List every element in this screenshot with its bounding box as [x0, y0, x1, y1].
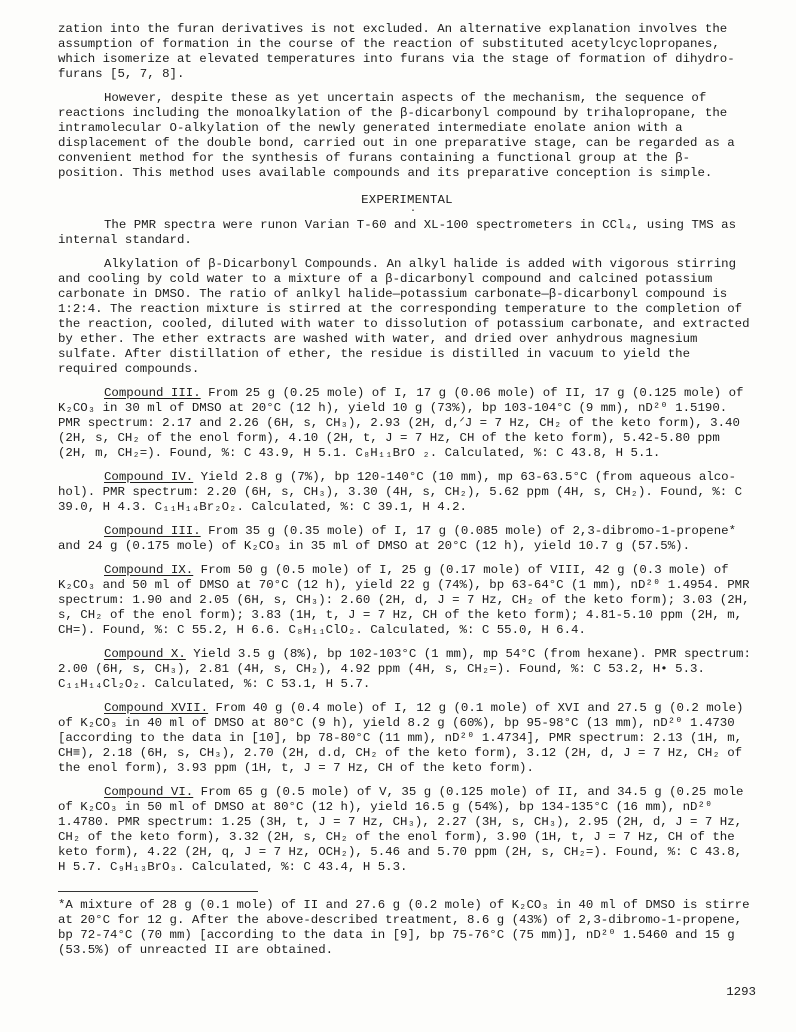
compound-text: From 35 g (0.35 mole) of I, 17 g (0.085 mole) of 2,3-dibromo-1-propene* and 24 g (0.175 mole) of K₂CO₃ in 35 ml of DMSO at 20°C (12 h), yield 10.7 g (57.5%). [58, 524, 737, 553]
compound-text: From 65 g (0.5 mole) of V, 35 g (0.125 mole) of II, and 34.5 g (0.25 mole of K₂CO₃ in 50 ml of DMSO at 80°C (12 h), yield 16.5 g (54%), bp 134-135°C (16 mm), nD²⁰ 1.4780. PMR spectrum: 1.25 (3H, t, J = 7 Hz, CH₃), 2.27 (3H, s, CH₃), 2.95 (2H, d, J = 7 Hz, CH₂ of the keto form), 3.32 (2H, s, CH₂ of the enol form), 3.90 (1H, t, J = 7 Hz, CH of the keto form), 4.22 (2H, q, J = 7 Hz, OCH₂), 5.46 and 5.70 ppm (2H, s, CH₂=). Found, %: C 43.8, H 5.7. C₉H₁₃BrO₃. Calculated, %: C 43.4, H 5.3. [58, 785, 744, 874]
pmr-note-paragraph: The PMR spectra were runon Varian T-60 and XL-100 spectrometers in CCl₄, using TMS as internal standard. [58, 218, 737, 247]
compound-entry [58, 470, 756, 515]
compound-name: Compound III. [104, 524, 201, 538]
alkylation-text: An alkyl halide is added with vigorous stirring and cooling by cold water to a mixture of a β-dicarbonyl compound and calcined potassium carbonate in DMSO. The ratio of anlkyl halide—potassium carbonate—β-dicarbonyl compound is 1:2:4. The reaction mixture is stirred at the corresponding temperature to the completion of the reaction, cooled, diluted with water to dissolution of potassium carbonate, and extracted by ether. The ether extracts are washed with water, and dried over anhydrous magnesium sulfate. After distillation of ether, the residue is distilled in vacuum to yield the required compounds. [58, 257, 750, 376]
intro-paragraph-1: zation into the furan derivatives is not excluded. An alternative explanation involves the assumption of formation in the course of the reaction of substituted acetylcyclopropanes, which isomerize at elevated temperatures into furans via the stage of formation of dihydrofurans [5, 7, 8]. [58, 22, 735, 81]
intro-paragraph-2: However, despite these as yet uncertain aspects of the mechanism, the sequence of reactions including the monoalkylation of the β-dicarbonyl compound by trihalopropane, the intramolecular O-alkylation of the newly generated intermediate enolate anion with a displacement of the double bond, carried out in one preparative stage, can be regarded as a convenient method for the synthesis of furans containing a functional group at the β-position. This method uses available compounds and its preparative conception is simple. [58, 91, 735, 180]
alkylation-heading: Alkylation of β-Dicarbonyl Compounds. [104, 257, 380, 271]
compound-name: Compound IX. [104, 563, 194, 577]
compound-entry [58, 785, 756, 875]
compound-text: From 25 g (0.25 mole) of I, 17 g (0.06 mole) of II, 17 g (0.125 mole) of K₂CO₃ in 30 ml of DMSO at 20°C (12 h), yield 10 g (73%), bp 103-104°C (9 mm), nD²⁰ 1.5190. PMR spectrum: 2.17 and 2.26 (6H, s, CH₃), 2.93 (2H, d,ᐟJ = 7 Hz, CH₂ of the keto form), 3.40 (2H, s, CH₂ of the enol form), 4.10 (2H, t, J = 7 Hz, CH of the keto form), 5.42-5.80 ppm (2H, m, CH₂=). Found, %: C 43.9, H 5.1. C₈H₁₁BrO ₂. Calculated, %: C 43.8, H 5.1. [58, 386, 744, 460]
compound-text: Yield 3.5 g (8%), bp 102-103°C (1 mm), mp 54°C (from hexane). PMR spectrum: 2.00 (6H, s, CH₃), 2.81 (4H, s, CH₂), 4.92 ppm (4H, s, CH₂=). Found, %: C 53.2, H• 5.3. C₁₁H₁₄Cl₂O₂. Calculated, %: C 53.1, H 5.7. [58, 647, 751, 691]
compound-entry [58, 701, 756, 776]
alkylation-paragraph [58, 257, 756, 377]
section-title-experimental: EXPERIMENTAL [361, 193, 453, 207]
compound-name: Compound IV. [104, 470, 194, 484]
stray-dot-mark: · [410, 206, 417, 217]
compound-name: Compound VI. [104, 785, 194, 799]
compound-text: Yield 2.8 g (7%), bp 120-140°C (10 mm), mp 63-63.5°C (from aqueous alcohol). PMR spectrum: 2.20 (6H, s, CH₃), 3.30 (4H, s, CH₂), 5.62 ppm (4H, s, CH₂). Found, %: C 39.0, H 4.3. C₁₁H₁₄Br₂O₂. Calculated, %: C 39.1, H 4.2. [58, 470, 743, 514]
compound-entry [58, 647, 756, 692]
page-number: 1293 [726, 985, 756, 999]
compound-name: Compound X. [104, 647, 186, 661]
compound-entry [58, 563, 756, 638]
compound-text: From 50 g (0.5 mole) of I, 25 g (0.17 mole) of VIII, 42 g (0.3 mole) of K₂CO₃ and 50 ml of DMSO at 70°C (12 h), yield 22 g (74%), bp 63-64°C (1 mm), nD²⁰ 1.4954. PMR spectrum: 1.90 and 2.05 (6H, s, CH₃): 2.60 (2H, d, J = 7 Hz, CH₂ of the keto form); 3.03 (2H, s, CH₂ of the enol form); 3.83 (1H, t, J = 7 Hz, CH of the keto form); 4.81-5.10 ppm (2H, m, CH=). Found, %: C 55.2, H 6.6. C₈H₁₁ClO₂. Calculated, %: C 55.0, H 6.4. [58, 563, 750, 637]
compound-entry [58, 524, 756, 554]
compound-text: From 40 g (0.4 mole) of I, 12 g (0.1 mole) of XVI and 27.5 g (0.2 mole) of K₂CO₃ in 40 ml of DMSO at 80°C (9 h), yield 8.2 g (60%), bp 95-98°C (13 mm), nD²⁰ 1.4730 [according to the data in [10], bp 78-80°C (11 mm), nD²⁰ 1.4734], PMR spectrum: 2.13 (1H, m, CH≡), 2.18 (6H, s, CH₃), 2.70 (2H, d.d, CH₂ of the keto form), 3.12 (2H, d, J = 7 Hz, CH₂ of the enol form), 3.93 ppm (1H, t, J = 7 Hz, CH of the keto form). [58, 701, 744, 775]
compound-entry [58, 386, 756, 461]
compound-name: Compound III. [104, 386, 201, 400]
footnote: *A mixture of 28 g (0.1 mole) of II and 27.6 g (0.2 mole) of K₂CO₃ in 40 ml of DMSO is stirre at 20°C for 12 g. After the above-described treatment, 8.6 g (43%) of 2,3-dibromo-1-propene, bp 72-74°C (70 mm) [according to the data in [9], bp 75-76°C (75 mm)], nD²⁰ 1.5460 and 15 g (53.5%) of unreacted II are obtained. [58, 898, 750, 957]
footnote-divider [58, 891, 258, 892]
compound-name: Compound XVII. [104, 701, 209, 715]
